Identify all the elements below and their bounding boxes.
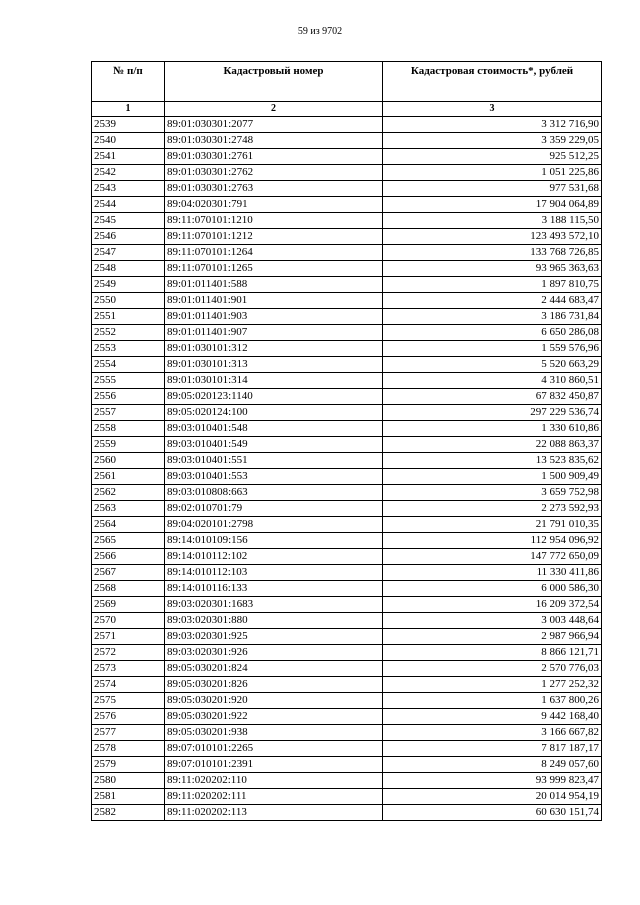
table-row — [92, 725, 602, 741]
column-header-number: № п/п — [92, 62, 165, 102]
row-number: 2564 — [92, 517, 165, 533]
row-number: 2548 — [92, 261, 165, 277]
table-row — [92, 501, 602, 517]
row-number: 2566 — [92, 549, 165, 565]
cadastral-number: 89:14:010116:133 — [165, 581, 383, 597]
table-row — [92, 357, 602, 373]
cadastral-value: 5 520 663,29 — [383, 357, 602, 373]
row-number: 2565 — [92, 533, 165, 549]
row-number: 2568 — [92, 581, 165, 597]
row-number: 2573 — [92, 661, 165, 677]
cadastral-number: 89:01:011401:903 — [165, 309, 383, 325]
table-body — [92, 117, 602, 821]
cadastral-number: 89:11:070101:1265 — [165, 261, 383, 277]
cadastral-value: 20 014 954,19 — [383, 789, 602, 805]
table-row — [92, 277, 602, 293]
table-row — [92, 469, 602, 485]
row-number: 2541 — [92, 149, 165, 165]
table-row — [92, 677, 602, 693]
cadastral-value: 3 188 115,50 — [383, 213, 602, 229]
row-number: 2560 — [92, 453, 165, 469]
cadastral-value: 2 987 966,94 — [383, 629, 602, 645]
table-row — [92, 773, 602, 789]
row-number: 2567 — [92, 565, 165, 581]
cadastral-number: 89:11:070101:1212 — [165, 229, 383, 245]
cadastral-value: 9 442 168,40 — [383, 709, 602, 725]
cadastral-number: 89:04:020101:2798 — [165, 517, 383, 533]
cadastral-value: 1 500 909,49 — [383, 469, 602, 485]
cadastral-value: 3 359 229,05 — [383, 133, 602, 149]
cadastral-value: 1 330 610,86 — [383, 421, 602, 437]
cadastral-number: 89:05:020124:100 — [165, 405, 383, 421]
cadastral-value: 133 768 726,85 — [383, 245, 602, 261]
cadastral-value: 17 904 064,89 — [383, 197, 602, 213]
table-row — [92, 485, 602, 501]
cadastral-number: 89:01:030101:314 — [165, 373, 383, 389]
cadastral-value: 4 310 860,51 — [383, 373, 602, 389]
table-row — [92, 325, 602, 341]
cadastral-number: 89:05:030201:920 — [165, 693, 383, 709]
table-row — [92, 805, 602, 821]
table-row — [92, 581, 602, 597]
row-number: 2555 — [92, 373, 165, 389]
cadastral-number: 89:03:010808:663 — [165, 485, 383, 501]
row-number: 2545 — [92, 213, 165, 229]
row-number: 2557 — [92, 405, 165, 421]
cadastral-number: 89:05:030201:922 — [165, 709, 383, 725]
cadastral-number: 89:01:011401:907 — [165, 325, 383, 341]
cadastral-value: 8 866 121,71 — [383, 645, 602, 661]
cadastral-number: 89:05:030201:824 — [165, 661, 383, 677]
cadastral-value: 3 003 448,64 — [383, 613, 602, 629]
row-number: 2572 — [92, 645, 165, 661]
row-number: 2562 — [92, 485, 165, 501]
table-row — [92, 597, 602, 613]
row-number: 2553 — [92, 341, 165, 357]
table-row — [92, 133, 602, 149]
cadastral-value: 1 897 810,75 — [383, 277, 602, 293]
cadastral-number: 89:07:010101:2391 — [165, 757, 383, 773]
table-row — [92, 405, 602, 421]
table-row — [92, 309, 602, 325]
table-row — [92, 709, 602, 725]
row-number: 2550 — [92, 293, 165, 309]
cadastral-number: 89:05:030201:826 — [165, 677, 383, 693]
table-row — [92, 293, 602, 309]
table-row — [92, 197, 602, 213]
cadastral-number: 89:14:010112:103 — [165, 565, 383, 581]
cadastral-number: 89:05:030201:938 — [165, 725, 383, 741]
cadastral-number: 89:11:020202:110 — [165, 773, 383, 789]
cadastral-value: 925 512,25 — [383, 149, 602, 165]
cadastral-value: 6 650 286,08 — [383, 325, 602, 341]
cadastral-number: 89:05:020123:1140 — [165, 389, 383, 405]
cadastral-value: 3 312 716,90 — [383, 117, 602, 133]
cadastral-value: 7 817 187,17 — [383, 741, 602, 757]
cadastral-value: 21 791 010,35 — [383, 517, 602, 533]
table-row — [92, 789, 602, 805]
row-number: 2558 — [92, 421, 165, 437]
cadastral-number: 89:03:020301:880 — [165, 613, 383, 629]
cadastral-value: 112 954 096,92 — [383, 533, 602, 549]
cadastral-value: 6 000 586,30 — [383, 581, 602, 597]
row-number: 2582 — [92, 805, 165, 821]
row-number: 2561 — [92, 469, 165, 485]
cadastral-value: 2 570 776,03 — [383, 661, 602, 677]
cadastral-value: 147 772 650,09 — [383, 549, 602, 565]
table-row — [92, 741, 602, 757]
table-header-row — [92, 62, 602, 102]
cadastral-number: 89:11:020202:113 — [165, 805, 383, 821]
cadastral-number: 89:01:030101:313 — [165, 357, 383, 373]
row-number: 2574 — [92, 677, 165, 693]
table-row — [92, 261, 602, 277]
cadastral-number: 89:03:010401:551 — [165, 453, 383, 469]
cadastral-value: 60 630 151,74 — [383, 805, 602, 821]
table-row — [92, 517, 602, 533]
column-header-cadastral-value: Кадастровая стоимость*, рублей — [383, 62, 602, 102]
cadastral-number: 89:14:010109:156 — [165, 533, 383, 549]
row-number: 2578 — [92, 741, 165, 757]
cadastral-number: 89:01:030301:2077 — [165, 117, 383, 133]
row-number: 2542 — [92, 165, 165, 181]
cadastral-number: 89:03:020301:1683 — [165, 597, 383, 613]
row-number: 2556 — [92, 389, 165, 405]
cadastral-value: 977 531,68 — [383, 181, 602, 197]
cadastral-number: 89:01:030301:2748 — [165, 133, 383, 149]
cadastral-number: 89:07:010101:2265 — [165, 741, 383, 757]
table-row — [92, 453, 602, 469]
row-number: 2559 — [92, 437, 165, 453]
row-number: 2580 — [92, 773, 165, 789]
cadastral-value: 2 273 592,93 — [383, 501, 602, 517]
cadastral-value: 93 999 823,47 — [383, 773, 602, 789]
cadastral-value: 3 659 752,98 — [383, 485, 602, 501]
row-number: 2575 — [92, 693, 165, 709]
row-number: 2554 — [92, 357, 165, 373]
cadastral-value: 1 637 800,26 — [383, 693, 602, 709]
table-row — [92, 757, 602, 773]
row-number: 2549 — [92, 277, 165, 293]
cadastral-number: 89:01:011401:901 — [165, 293, 383, 309]
row-number: 2546 — [92, 229, 165, 245]
cadastral-value: 11 330 411,86 — [383, 565, 602, 581]
row-number: 2577 — [92, 725, 165, 741]
table-row — [92, 213, 602, 229]
table-row — [92, 229, 602, 245]
table-row — [92, 565, 602, 581]
cadastral-number: 89:01:030301:2762 — [165, 165, 383, 181]
table-row — [92, 437, 602, 453]
cadastral-number: 89:01:030301:2763 — [165, 181, 383, 197]
table-row — [92, 533, 602, 549]
cadastral-value: 93 965 363,63 — [383, 261, 602, 277]
table-row — [92, 661, 602, 677]
table-row — [92, 629, 602, 645]
row-number: 2544 — [92, 197, 165, 213]
table-row — [92, 341, 602, 357]
row-number: 2576 — [92, 709, 165, 725]
cadastral-number: 89:03:010401:548 — [165, 421, 383, 437]
cadastral-number: 89:11:020202:111 — [165, 789, 383, 805]
table-row — [92, 245, 602, 261]
row-number: 2539 — [92, 117, 165, 133]
cadastral-number: 89:14:010112:102 — [165, 549, 383, 565]
row-number: 2579 — [92, 757, 165, 773]
table-row — [92, 549, 602, 565]
cadastral-number: 89:03:020301:926 — [165, 645, 383, 661]
cadastral-number: 89:04:020301:791 — [165, 197, 383, 213]
cadastral-number: 89:11:070101:1264 — [165, 245, 383, 261]
cadastral-value: 297 229 536,74 — [383, 405, 602, 421]
cadastral-number: 89:03:010401:549 — [165, 437, 383, 453]
row-number: 2551 — [92, 309, 165, 325]
cadastral-number: 89:01:030101:312 — [165, 341, 383, 357]
cadastral-value: 123 493 572,10 — [383, 229, 602, 245]
cadastral-value: 8 249 057,60 — [383, 757, 602, 773]
column-number-row — [92, 102, 602, 117]
cadastral-value: 1 051 225,86 — [383, 165, 602, 181]
cadastral-number: 89:03:010401:553 — [165, 469, 383, 485]
row-number: 2569 — [92, 597, 165, 613]
row-number: 2581 — [92, 789, 165, 805]
cadastral-value: 1 277 252,32 — [383, 677, 602, 693]
row-number: 2547 — [92, 245, 165, 261]
cadastral-value: 67 832 450,87 — [383, 389, 602, 405]
cadastral-value-table — [91, 61, 602, 821]
table-row — [92, 645, 602, 661]
table-row — [92, 613, 602, 629]
cadastral-number: 89:03:020301:925 — [165, 629, 383, 645]
cadastral-value: 16 209 372,54 — [383, 597, 602, 613]
page-counter: 59 из 9702 — [297, 26, 343, 37]
table-row — [92, 117, 602, 133]
column-number-2: 2 — [165, 102, 383, 117]
table-row — [92, 389, 602, 405]
row-number: 2570 — [92, 613, 165, 629]
row-number: 2552 — [92, 325, 165, 341]
cadastral-value: 13 523 835,62 — [383, 453, 602, 469]
cadastral-value: 1 559 576,96 — [383, 341, 602, 357]
cadastral-number: 89:11:070101:1210 — [165, 213, 383, 229]
column-number-1: 1 — [92, 102, 165, 117]
row-number: 2543 — [92, 181, 165, 197]
row-number: 2563 — [92, 501, 165, 517]
cadastral-value: 22 088 863,37 — [383, 437, 602, 453]
table-row — [92, 693, 602, 709]
cadastral-value: 2 444 683,47 — [383, 293, 602, 309]
row-number: 2540 — [92, 133, 165, 149]
table-row — [92, 373, 602, 389]
table-row — [92, 421, 602, 437]
cadastral-number: 89:02:010701:79 — [165, 501, 383, 517]
cadastral-value: 3 186 731,84 — [383, 309, 602, 325]
cadastral-value: 3 166 667,82 — [383, 725, 602, 741]
column-number-3: 3 — [383, 102, 602, 117]
table-row — [92, 165, 602, 181]
row-number: 2571 — [92, 629, 165, 645]
column-header-cadastral-number: Кадастровый номер — [165, 62, 383, 102]
cadastral-number: 89:01:011401:588 — [165, 277, 383, 293]
table-row — [92, 149, 602, 165]
table-row — [92, 181, 602, 197]
cadastral-number: 89:01:030301:2761 — [165, 149, 383, 165]
